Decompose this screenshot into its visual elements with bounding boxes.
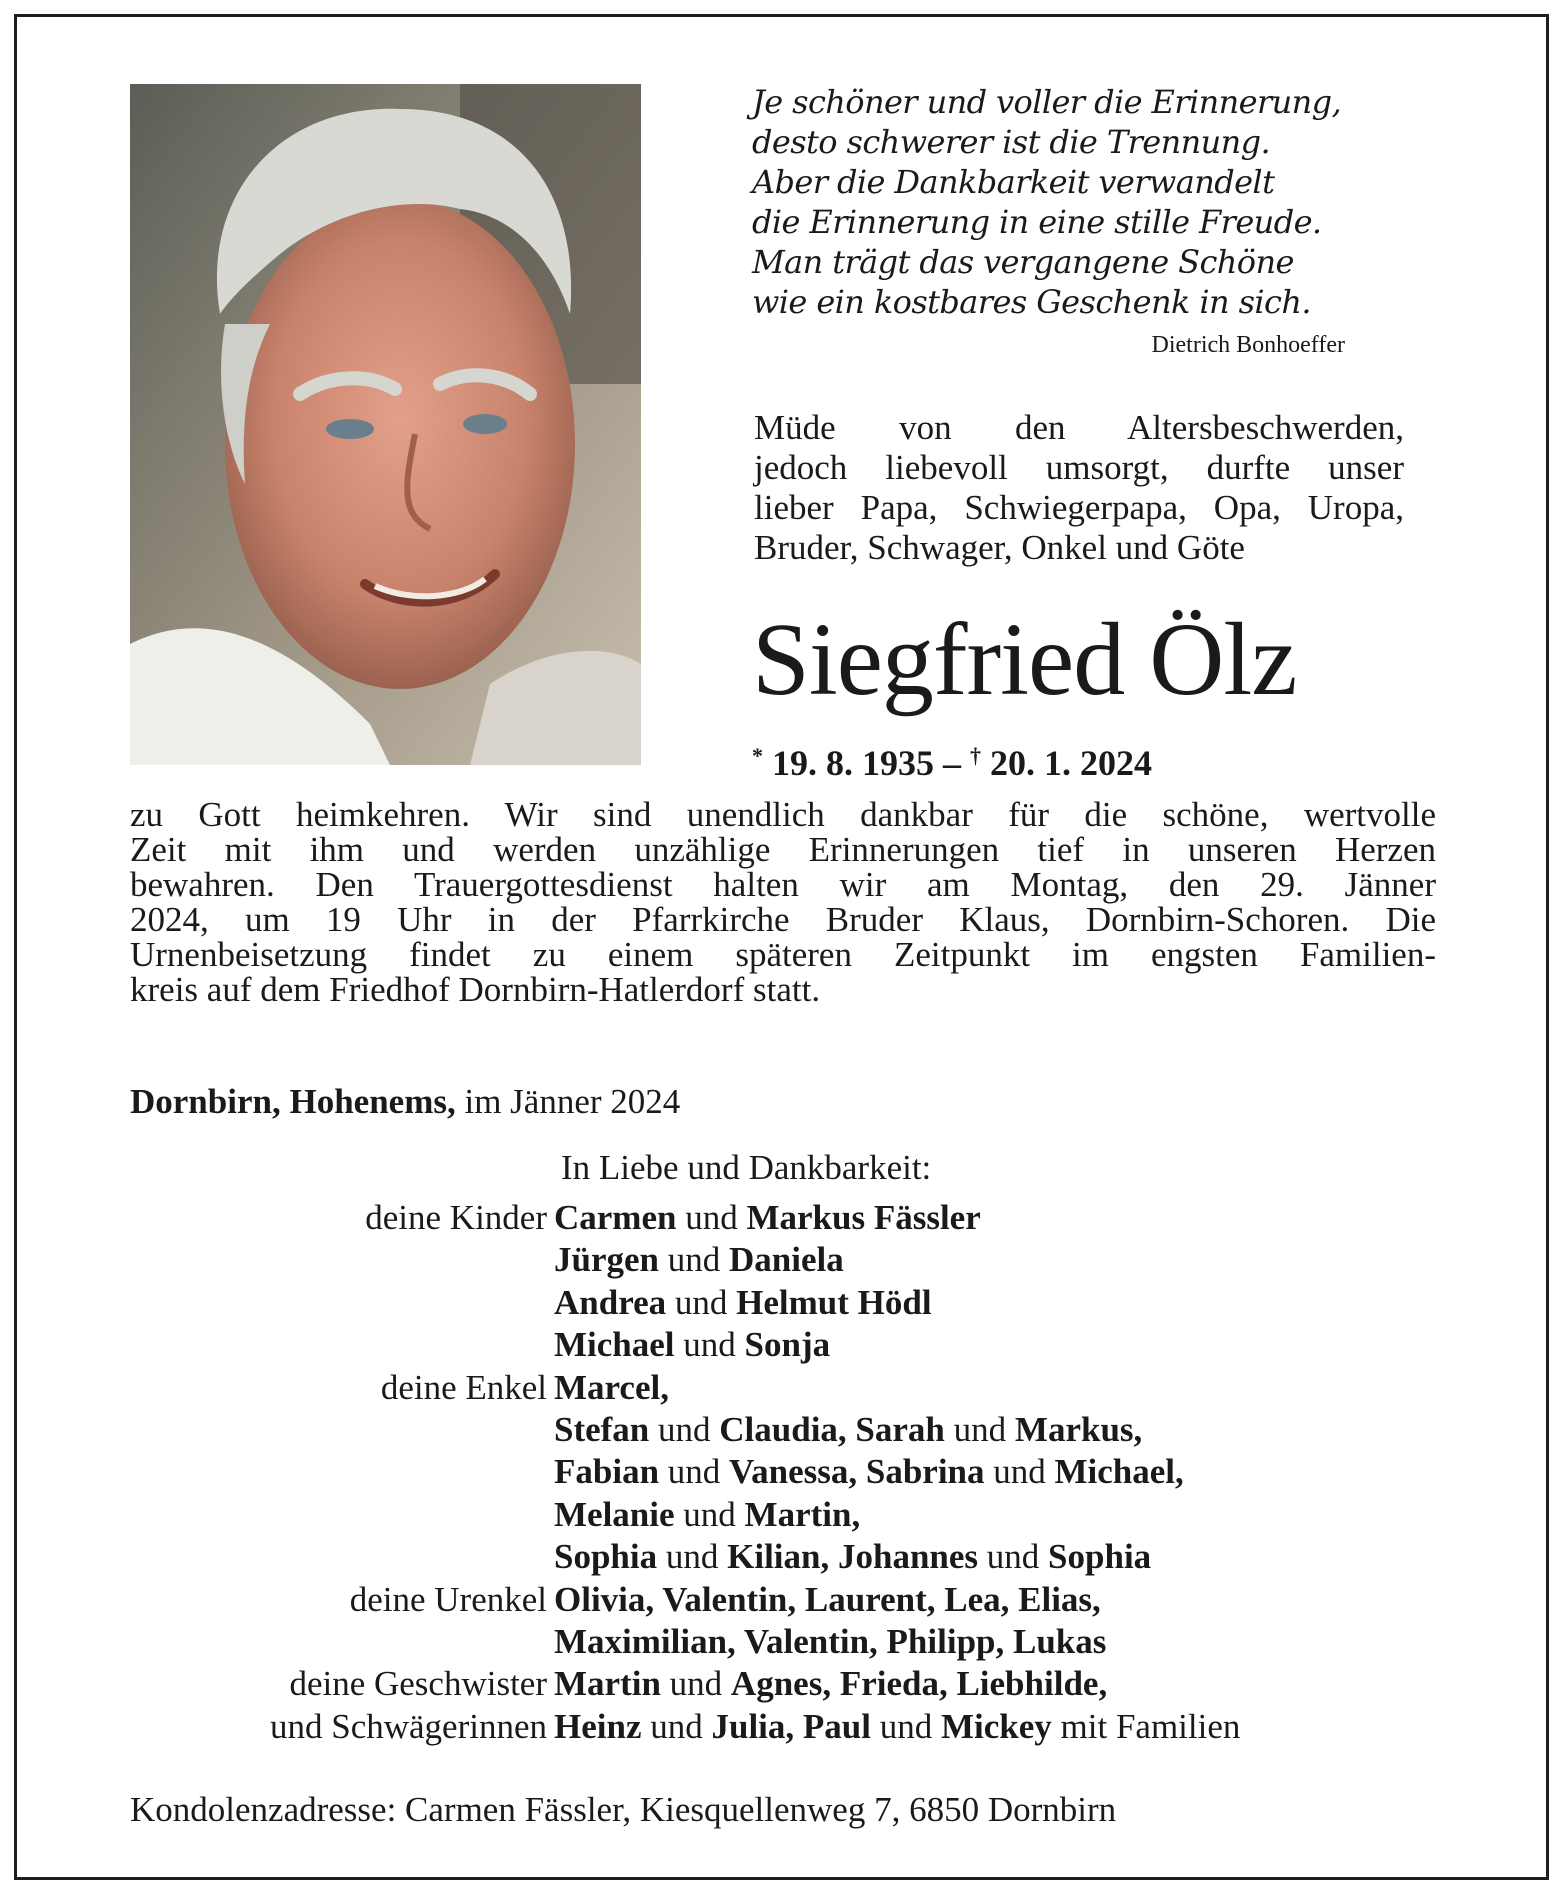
- portrait-photo: [130, 84, 641, 765]
- quote-author: Dietrich Bonhoeffer: [1151, 332, 1345, 358]
- family-member-name: Agnes, Frieda, Liebhilde,: [730, 1664, 1108, 1704]
- family-connector: und: [659, 1452, 730, 1492]
- place-date: [130, 1082, 680, 1122]
- portrait-illustration: [130, 84, 641, 765]
- family-connector: und: [666, 1282, 737, 1322]
- quote-block: [752, 82, 1412, 322]
- family-connector: und: [978, 1537, 1049, 1577]
- family-row: [130, 1494, 1460, 1536]
- family-member-name: Claudia, Sarah: [719, 1410, 945, 1450]
- family-names: [554, 1621, 1106, 1663]
- family-member-name: Marcel,: [554, 1367, 669, 1407]
- family-connector: mit Familien: [1051, 1706, 1241, 1746]
- family-member-name: Melanie: [554, 1494, 675, 1534]
- family-member-name: Mickey: [940, 1706, 1052, 1746]
- place-month: im Jänner 2024: [464, 1082, 681, 1121]
- family-member-name: Heinz: [554, 1706, 642, 1746]
- death-date: 20. 1. 2024: [990, 743, 1152, 783]
- body-line: zu Gott heimkehren. Wir sind unendlich dankbar für die schöne, wertvolle: [130, 795, 1436, 834]
- quote-line: desto schwerer ist die Trennung.: [752, 123, 1271, 161]
- thanks-line: In Liebe und Dankbarkeit:: [561, 1148, 932, 1187]
- family-relation-label: [130, 1451, 554, 1493]
- family-member-name: Sophia: [1048, 1537, 1152, 1577]
- family-member-name: Helmut Hödl: [736, 1282, 932, 1322]
- birth-date: 19. 8. 1935: [772, 743, 934, 783]
- family-member-name: Julia, Paul: [711, 1706, 871, 1746]
- family-names: [554, 1239, 844, 1281]
- intro-line: Bruder, Schwager, Onkel und Göte: [754, 528, 1245, 567]
- birth-symbol: *: [752, 743, 763, 768]
- family-names: [554, 1197, 981, 1239]
- body-line: Zeit mit ihm und werden unzählige Erinnerungen tief in unseren Herzen: [130, 830, 1436, 869]
- family-relation-label: [130, 1621, 554, 1663]
- quote-line: Aber die Dankbarkeit verwandelt: [752, 163, 1275, 201]
- family-relation-label: [130, 1536, 554, 1578]
- quote-line: wie ein kostbares Geschenk in sich.: [752, 283, 1311, 321]
- family-member-name: Fabian: [554, 1452, 660, 1492]
- family-row: [130, 1324, 1460, 1366]
- family-member-name: Martin,: [744, 1494, 861, 1534]
- family-connector: und: [984, 1452, 1055, 1492]
- family-member-name: Carmen: [554, 1198, 677, 1237]
- family-connector: und: [641, 1706, 712, 1746]
- family-member-name: Markus,: [1014, 1410, 1143, 1450]
- family-member-name: Stefan: [554, 1410, 650, 1450]
- family-row: [130, 1451, 1460, 1493]
- family-connector: und: [674, 1325, 745, 1365]
- family-row: [130, 1409, 1460, 1451]
- family-row: [130, 1579, 1460, 1621]
- family-relation-label: [130, 1324, 554, 1366]
- date-dash: –: [943, 743, 961, 783]
- family-names: [554, 1663, 1107, 1705]
- deceased-name: Siegfried Ölz: [752, 602, 1297, 717]
- family-relation-label: deine Kinder: [365, 1198, 547, 1237]
- family-member-name: Sophia: [554, 1537, 658, 1577]
- family-connector: und: [649, 1410, 720, 1450]
- family-names: [554, 1494, 860, 1536]
- family-relation-label: deine Geschwister: [289, 1664, 547, 1704]
- family-member-name: Andrea: [554, 1282, 667, 1322]
- body-line: kreis auf dem Friedhof Dornbirn-Hatlerdorf statt.: [130, 970, 821, 1009]
- family-row: [130, 1239, 1460, 1281]
- family-member-name: Michael,: [1054, 1452, 1184, 1492]
- family-connector: und: [674, 1494, 745, 1534]
- family-row: [130, 1367, 1460, 1409]
- family-member-name: Kilian, Johannes: [727, 1537, 979, 1577]
- family-names: [554, 1409, 1142, 1451]
- family-names: [554, 1282, 932, 1324]
- life-dates: [752, 734, 1152, 785]
- family-connector: und: [660, 1664, 731, 1704]
- intro-line: Müde von den Altersbeschwerden,: [754, 408, 1404, 447]
- family-row: [130, 1621, 1460, 1663]
- family-connector: und: [870, 1706, 941, 1746]
- family-connector: und: [944, 1410, 1015, 1450]
- quote-line: Man trägt das vergangene Schöne: [752, 243, 1294, 281]
- family-relation-label: [130, 1409, 554, 1451]
- family-member-name: Olivia, Valentin, Laurent, Lea, Elias,: [554, 1579, 1101, 1619]
- family-row: [130, 1706, 1460, 1748]
- family-row: [130, 1663, 1460, 1705]
- family-row: [130, 1282, 1460, 1324]
- family-member-name: Vanessa, Sabrina: [729, 1452, 985, 1492]
- family-names: [554, 1706, 1240, 1748]
- family-member-name: Sonja: [744, 1325, 831, 1365]
- family-names: [554, 1536, 1151, 1578]
- intro-line: lieber Papa, Schwiegerpapa, Opa, Uropa,: [754, 488, 1404, 527]
- death-symbol: †: [970, 743, 981, 768]
- family-connector: und: [676, 1198, 747, 1237]
- family-list: [130, 1197, 1460, 1748]
- quote-line: die Erinnerung in eine stille Freude.: [752, 203, 1322, 241]
- intro-text: [754, 408, 1404, 568]
- family-row: [130, 1197, 1460, 1239]
- family-row: [130, 1536, 1460, 1578]
- body-line: bewahren. Den Trauergottesdienst halten wir am Montag, den 29. Jänner: [130, 865, 1436, 904]
- family-names: [554, 1451, 1184, 1493]
- family-relation-label: [130, 1239, 554, 1281]
- family-relation-label: deine Urenkel: [349, 1579, 547, 1619]
- family-names: [554, 1579, 1101, 1621]
- family-member-name: Daniela: [729, 1240, 844, 1280]
- family-connector: und: [657, 1537, 728, 1577]
- condolence-address: Kondolenzadresse: Carmen Fässler, Kiesquellenweg 7, 6850 Dornbirn: [130, 1790, 1117, 1829]
- family-relation-label: deine Enkel: [380, 1367, 547, 1407]
- family-names: [554, 1367, 669, 1409]
- family-member-name: Maximilian, Valentin, Philipp, Lukas: [554, 1622, 1107, 1662]
- family-connector: und: [659, 1240, 729, 1280]
- quote-line: Je schöner und voller die Erinnerung,: [752, 83, 1342, 121]
- family-member-name: Markus Fässler: [746, 1198, 981, 1237]
- family-names: [554, 1324, 830, 1366]
- family-relation-label: [130, 1282, 554, 1324]
- family-member-name: Michael: [554, 1325, 675, 1365]
- family-member-name: Jürgen: [554, 1240, 659, 1280]
- body-line: Urnenbeisetzung findet zu einem späteren Zeitpunkt im engsten Familien-: [130, 935, 1436, 974]
- family-member-name: Martin: [554, 1664, 661, 1704]
- place-locations: Dornbirn, Hohenems,: [130, 1082, 456, 1121]
- intro-line: jedoch liebevoll umsorgt, durfte unser: [754, 448, 1404, 487]
- family-relation-label: und Schwägerinnen: [269, 1706, 547, 1746]
- body-line: 2024, um 19 Uhr in der Pfarrkirche Bruder Klaus, Dornbirn-Schoren. Die: [130, 900, 1436, 939]
- body-text: [130, 797, 1436, 1007]
- family-relation-label: [130, 1494, 554, 1536]
